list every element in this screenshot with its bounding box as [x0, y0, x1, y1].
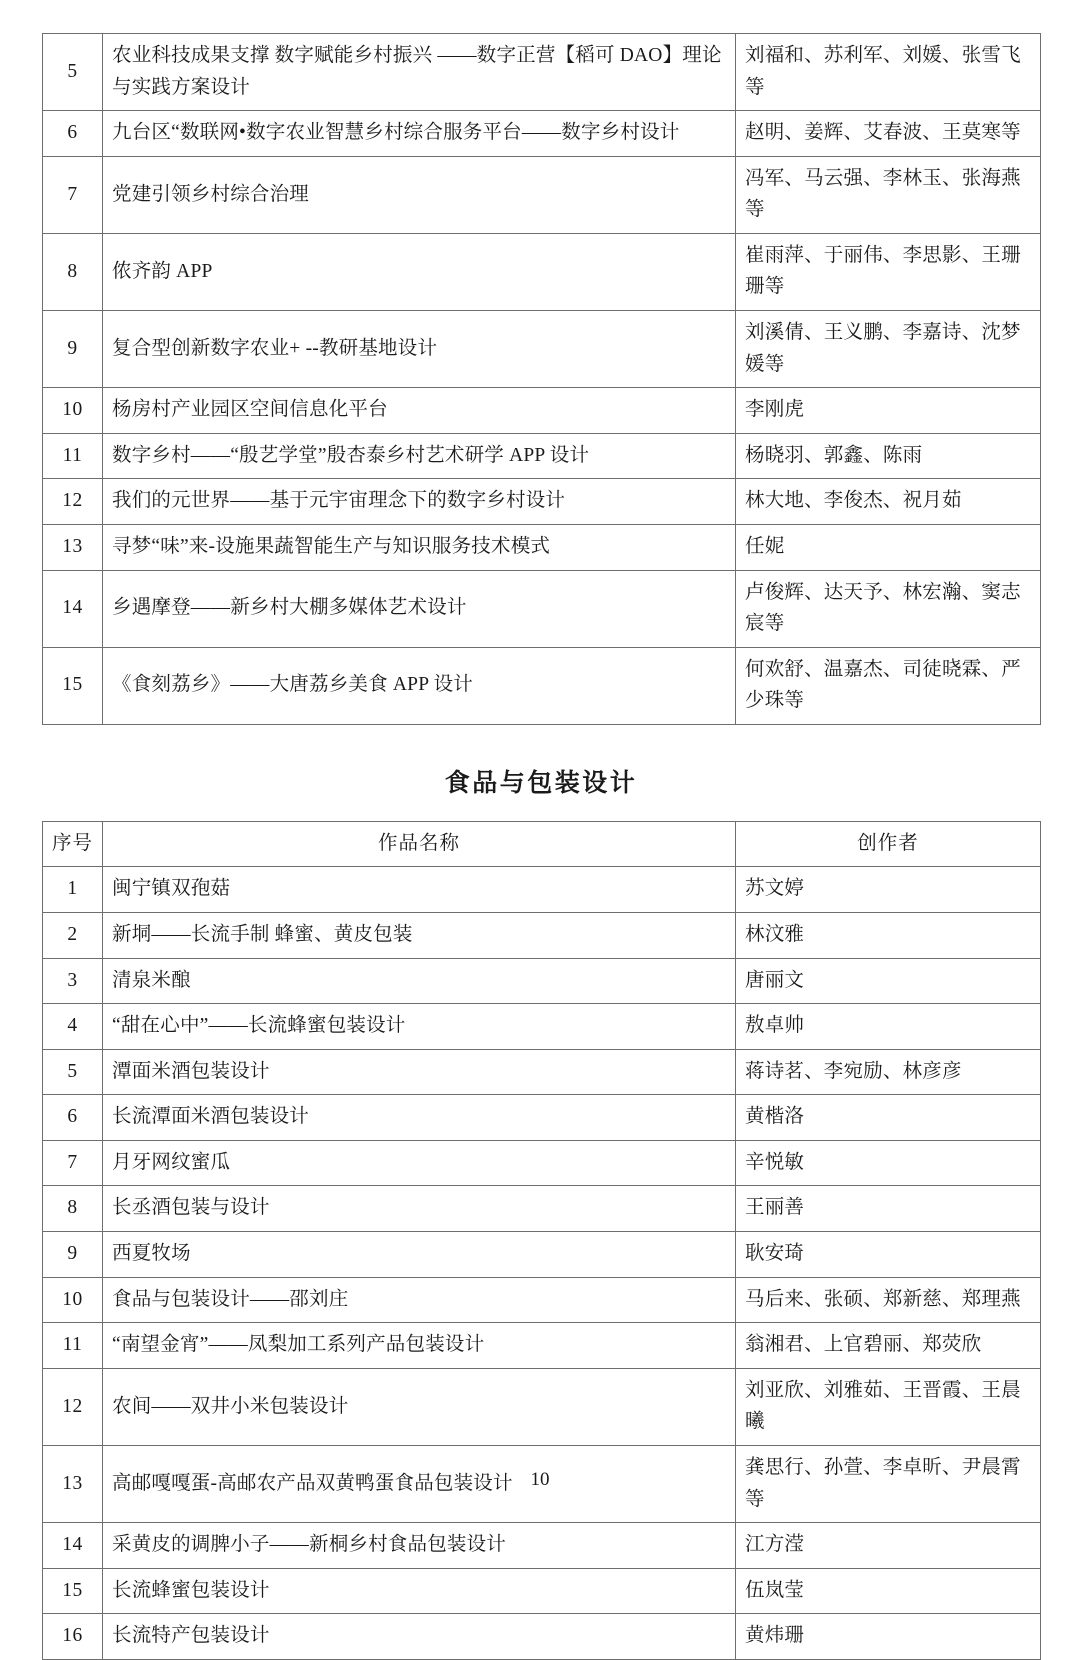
cell-work-title: 数字乡村——“殷艺学堂”殷杏泰乡村艺术研学 APP 设计	[103, 433, 736, 479]
table-row	[43, 1232, 1041, 1278]
cell-work-title: 复合型创新数字农业+ --教研基地设计	[103, 311, 736, 388]
cell-index: 12	[43, 1368, 103, 1445]
table-row	[43, 1186, 1041, 1232]
table-row	[43, 1323, 1041, 1369]
column-header-author: 创作者	[736, 821, 1041, 867]
cell-work-title: 月牙网纹蜜瓜	[103, 1140, 736, 1186]
table-row	[43, 433, 1041, 479]
table-row	[43, 912, 1041, 958]
cell-authors: 敖卓帅	[736, 1004, 1041, 1050]
table-row	[43, 1277, 1041, 1323]
cell-authors: 江方滢	[736, 1523, 1041, 1569]
cell-work-title: 长流蜂蜜包装设计	[103, 1568, 736, 1614]
table-row	[43, 156, 1041, 233]
cell-authors: 苏文婷	[736, 867, 1041, 913]
cell-work-title: 采黄皮的调脾小子——新桐乡村食品包装设计	[103, 1523, 736, 1569]
table-row	[43, 570, 1041, 647]
cell-index: 13	[43, 1445, 103, 1522]
cell-index: 9	[43, 1232, 103, 1278]
cell-authors: 任妮	[736, 524, 1041, 570]
cell-index: 14	[43, 570, 103, 647]
cell-work-title: 潭面米酒包装设计	[103, 1049, 736, 1095]
cell-index: 11	[43, 1323, 103, 1369]
cell-authors: 伍岚莹	[736, 1568, 1041, 1614]
cell-work-title: 长流特产包装设计	[103, 1614, 736, 1660]
table-header-row	[43, 821, 1041, 867]
table-row	[43, 1523, 1041, 1569]
cell-work-title: 九台区“数联网•数字农业智慧乡村综合服务平台——数字乡村设计	[103, 111, 736, 157]
section-heading-food-packaging: 食品与包装设计	[444, 768, 638, 797]
cell-authors: 辛悦敏	[736, 1140, 1041, 1186]
table-row	[43, 647, 1041, 724]
cell-work-title: 农业科技成果支撑 数字赋能乡村振兴 ——数字正营【稻可 DAO】理论与实践方案设计	[103, 34, 736, 111]
cell-authors: 李刚虎	[736, 388, 1041, 434]
table-row	[43, 1568, 1041, 1614]
table-one-body	[43, 34, 1041, 725]
table-row	[43, 311, 1041, 388]
table-row	[43, 479, 1041, 525]
cell-index: 10	[43, 388, 103, 434]
cell-authors: 林大地、李俊杰、祝月茹	[736, 479, 1041, 525]
cell-work-title: 西夏牧场	[103, 1232, 736, 1278]
table-row	[43, 1095, 1041, 1141]
column-header-index: 序号	[43, 821, 103, 867]
cell-authors: 黄炜珊	[736, 1614, 1041, 1660]
cell-authors: 卢俊辉、达天予、林宏瀚、窦志宸等	[736, 570, 1041, 647]
cell-work-title: 清泉米酿	[103, 958, 736, 1004]
cell-index: 1	[43, 867, 103, 913]
cell-authors: 冯军、马云强、李林玉、张海燕等	[736, 156, 1041, 233]
cell-work-title: 食品与包装设计——邵刘庄	[103, 1277, 736, 1323]
cell-work-title: 党建引领乡村综合治理	[103, 156, 736, 233]
cell-work-title: 杨房村产业园区空间信息化平台	[103, 388, 736, 434]
table-row	[43, 524, 1041, 570]
cell-index: 5	[43, 1049, 103, 1095]
cell-index: 8	[43, 233, 103, 310]
table-row	[43, 1614, 1041, 1660]
cell-work-title: “甜在心中”——长流蜂蜜包装设计	[103, 1004, 736, 1050]
column-header-title: 作品名称	[103, 821, 736, 867]
cell-index: 15	[43, 1568, 103, 1614]
cell-index: 4	[43, 1004, 103, 1050]
cell-authors: 林汶雅	[736, 912, 1041, 958]
cell-index: 13	[43, 524, 103, 570]
cell-index: 6	[43, 1095, 103, 1141]
cell-index: 9	[43, 311, 103, 388]
page-number: 10	[530, 1469, 550, 1490]
cell-index: 12	[43, 479, 103, 525]
cell-authors: 刘溪倩、王义鹏、李嘉诗、沈梦媛等	[736, 311, 1041, 388]
cell-work-title: 长丞酒包装与设计	[103, 1186, 736, 1232]
table-row	[43, 1368, 1041, 1445]
cell-authors: 耿安琦	[736, 1232, 1041, 1278]
cell-work-title: 闽宁镇双孢菇	[103, 867, 736, 913]
table-two-body	[43, 867, 1041, 1659]
cell-index: 10	[43, 1277, 103, 1323]
cell-index: 2	[43, 912, 103, 958]
cell-index: 8	[43, 1186, 103, 1232]
table-row	[43, 233, 1041, 310]
table-row	[43, 111, 1041, 157]
cell-work-title: 长流潭面米酒包装设计	[103, 1095, 736, 1141]
cell-work-title: 我们的元世界——基于元宇宙理念下的数字乡村设计	[103, 479, 736, 525]
awards-table-continued	[42, 33, 1041, 725]
cell-index: 14	[43, 1523, 103, 1569]
cell-authors: 崔雨萍、于丽伟、李思影、王珊珊等	[736, 233, 1041, 310]
cell-authors: 王丽善	[736, 1186, 1041, 1232]
table-row	[43, 1049, 1041, 1095]
cell-index: 3	[43, 958, 103, 1004]
cell-index: 16	[43, 1614, 103, 1660]
table-row	[43, 867, 1041, 913]
cell-index: 15	[43, 647, 103, 724]
cell-work-title: 高邮嘎嘎蛋-高邮农产品双黄鸭蛋食品包装设计	[103, 1445, 736, 1522]
cell-work-title: “南望金宵”——凤梨加工系列产品包装设计	[103, 1323, 736, 1369]
cell-work-title: 寻梦“味”来-设施果蔬智能生产与知识服务技术模式	[103, 524, 736, 570]
cell-work-title: 新垌——长流手制 蜂蜜、黄皮包装	[103, 912, 736, 958]
cell-index: 7	[43, 1140, 103, 1186]
cell-authors: 龚思行、孙萱、李卓昕、尹晨霄等	[736, 1445, 1041, 1522]
cell-index: 6	[43, 111, 103, 157]
cell-authors: 杨晓羽、郭鑫、陈雨	[736, 433, 1041, 479]
table-row	[43, 958, 1041, 1004]
cell-authors: 何欢舒、温嘉杰、司徒晓霖、严少珠等	[736, 647, 1041, 724]
cell-index: 11	[43, 433, 103, 479]
cell-authors: 黄楷洛	[736, 1095, 1041, 1141]
cell-work-title: 乡遇摩登——新乡村大棚多媒体艺术设计	[103, 570, 736, 647]
cell-work-title: 《食刻荔乡》——大唐荔乡美食 APP 设计	[103, 647, 736, 724]
table-row	[43, 1004, 1041, 1050]
cell-index: 7	[43, 156, 103, 233]
cell-authors: 马后来、张硕、郑新慈、郑理燕	[736, 1277, 1041, 1323]
cell-authors: 唐丽文	[736, 958, 1041, 1004]
table-row	[43, 1140, 1041, 1186]
table-row	[43, 34, 1041, 111]
cell-index: 5	[43, 34, 103, 111]
cell-work-title: 侬齐韵 APP	[103, 233, 736, 310]
cell-authors: 蒋诗茗、李宛励、林彦彦	[736, 1049, 1041, 1095]
table-row	[43, 388, 1041, 434]
table-two-head	[43, 821, 1041, 867]
cell-authors: 刘亚欣、刘雅茹、王晋霞、王晨曦	[736, 1368, 1041, 1445]
cell-authors: 赵明、姜辉、艾春波、王莫寒等	[736, 111, 1041, 157]
cell-authors: 翁湘君、上官碧丽、郑荧欣	[736, 1323, 1041, 1369]
cell-work-title: 农间——双井小米包装设计	[103, 1368, 736, 1445]
food-packaging-table	[42, 821, 1041, 1660]
cell-authors: 刘福和、苏利军、刘媛、张雪飞等	[736, 34, 1041, 111]
